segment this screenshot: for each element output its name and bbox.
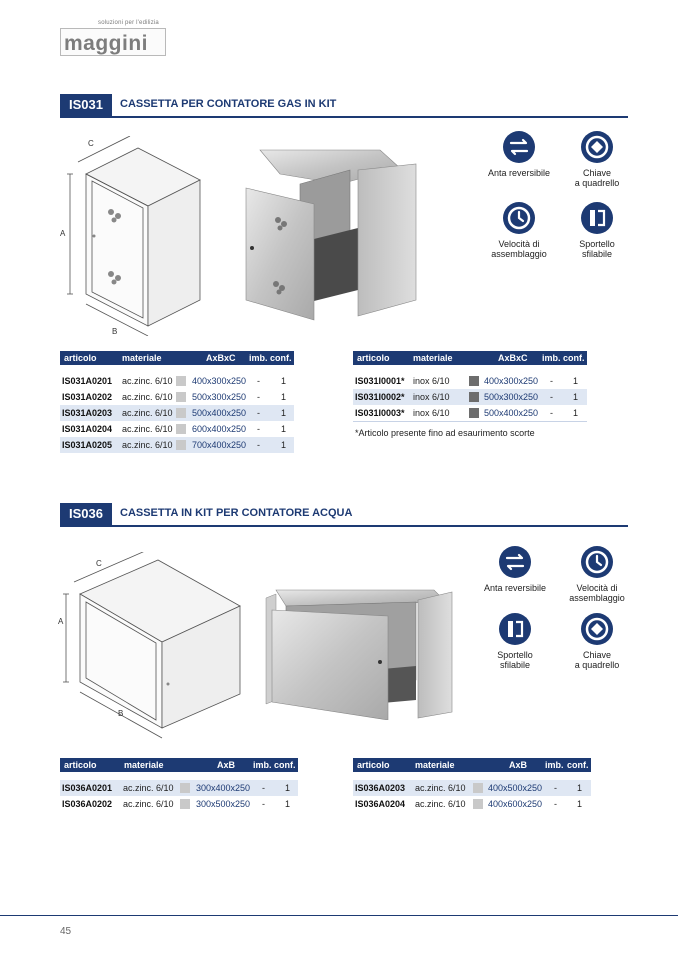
- technical-drawing-is031: [58, 136, 208, 336]
- square-key-icon: [580, 612, 614, 646]
- feature-speed: [552, 545, 642, 603]
- technical-drawing-is036: [58, 552, 248, 742]
- table-header: [60, 758, 298, 772]
- dimension-label-a: A: [60, 229, 66, 238]
- table-row: IS031A0202 ac.zinc. 6/10 500x300x250 - 1: [62, 392, 287, 402]
- section-rule: [60, 116, 628, 118]
- table-row: IS036A0201 ac.zinc. 6/10 300x400x250 - 1: [60, 780, 298, 796]
- col-articolo: articolo: [357, 760, 390, 770]
- section-title: CASSETTA PER CONTATORE GAS IN KIT: [120, 98, 337, 110]
- dimension-label-c: C: [96, 559, 102, 568]
- col-materiale: materiale: [124, 760, 164, 770]
- table-header: [353, 758, 591, 772]
- col-imb: imb.: [253, 760, 272, 770]
- feature-square-key: [552, 612, 642, 670]
- feature-label: Velocità di assemblaggio: [491, 239, 547, 259]
- feature-label: Chiave a quadrello: [574, 168, 620, 188]
- section-header-is031: [60, 94, 628, 116]
- feature-label: Chiave a quadrello: [574, 650, 620, 670]
- speed-clock-icon: [580, 545, 614, 579]
- logo-tagline: soluzioni per l'edilizia: [98, 20, 159, 26]
- material-swatch: [176, 408, 186, 418]
- col-conf: conf.: [270, 353, 292, 363]
- dimension-label-a: A: [58, 617, 64, 626]
- square-key-icon: [580, 130, 614, 164]
- logo-box: [60, 28, 166, 56]
- material-swatch: [469, 408, 479, 418]
- dimension-label-c: C: [88, 139, 94, 148]
- table-row: IS031A0204 ac.zinc. 6/10 600x400x250 - 1: [62, 424, 287, 434]
- material-swatch: [469, 376, 479, 386]
- section-rule: [60, 525, 628, 527]
- col-imb: imb.: [545, 760, 564, 770]
- table-row: IS031I0002* inox 6/10 500x300x250 - 1: [353, 389, 587, 405]
- col-dim: AxB: [217, 760, 236, 770]
- col-conf: conf.: [563, 353, 585, 363]
- maggini-logo: [60, 18, 168, 60]
- col-dim: AxBxC: [206, 353, 236, 363]
- material-swatch: [176, 440, 186, 450]
- table-header: [60, 351, 294, 365]
- material-swatch: [473, 799, 483, 809]
- speed-clock-icon: [502, 201, 536, 235]
- table-row: IS031I0001* inox 6/10 400x300x250 - 1: [355, 376, 579, 386]
- table-divider: [353, 421, 587, 422]
- feature-label: Anta reversibile: [487, 168, 551, 178]
- material-swatch: [176, 424, 186, 434]
- section-code: IS036: [60, 503, 112, 525]
- col-dim: AxB: [509, 760, 528, 770]
- material-swatch: [473, 783, 483, 793]
- section-header-is036: [60, 503, 628, 525]
- product-table-is031-zinc: [60, 351, 294, 453]
- reversible-door-icon: [502, 130, 536, 164]
- page-number: 45: [60, 926, 72, 937]
- section-code: IS031: [60, 94, 112, 116]
- product-table-is036-right: [353, 758, 591, 812]
- feature-label: Sportello sfilabile: [497, 650, 533, 670]
- material-swatch: [180, 783, 190, 793]
- feature-reversible-door: [474, 130, 564, 178]
- feature-label: Sportello sfilabile: [579, 239, 615, 259]
- logo-wordmark: maggini: [64, 32, 149, 55]
- table-row: IS031A0203 ac.zinc. 6/10 500x400x250 - 1: [60, 405, 294, 421]
- col-imb: imb.: [249, 353, 268, 363]
- table-header: [353, 351, 587, 365]
- feature-label: Anta reversibile: [483, 583, 547, 593]
- table-row: IS031A0201 ac.zinc. 6/10 400x300x250 - 1: [62, 376, 287, 386]
- col-materiale: materiale: [122, 353, 162, 363]
- removable-door-icon: [498, 612, 532, 646]
- feature-removable-door: [552, 201, 642, 259]
- product-photo-is031: [240, 140, 420, 322]
- reversible-door-icon: [498, 545, 532, 579]
- table-row: IS031I0003* inox 6/10 500x400x250 - 1: [355, 408, 579, 418]
- product-table-is031-inox: [353, 351, 587, 421]
- col-articolo: articolo: [64, 353, 97, 363]
- dimension-label-b: B: [112, 327, 118, 336]
- col-articolo: articolo: [64, 760, 97, 770]
- material-swatch: [176, 376, 186, 386]
- col-dim: AxBxC: [498, 353, 528, 363]
- dimension-label-b: B: [118, 709, 124, 718]
- removable-door-icon: [580, 201, 614, 235]
- col-materiale: materiale: [413, 353, 453, 363]
- table-row: IS036A0204 ac.zinc. 6/10 400x600x250 - 1: [355, 799, 583, 809]
- material-swatch: [180, 799, 190, 809]
- col-conf: conf.: [567, 760, 589, 770]
- feature-square-key: [552, 130, 642, 188]
- feature-speed: [474, 201, 564, 259]
- material-swatch: [469, 392, 479, 402]
- material-swatch: [176, 392, 186, 402]
- section-title: CASSETTA IN KIT PER CONTATORE ACQUA: [120, 507, 353, 519]
- feature-reversible-door: [470, 545, 560, 593]
- col-conf: conf.: [274, 760, 296, 770]
- footer-rule: [0, 915, 678, 916]
- col-articolo: articolo: [357, 353, 390, 363]
- product-photo-is036: [262, 580, 460, 720]
- col-imb: imb.: [542, 353, 561, 363]
- table-row: IS036A0203 ac.zinc. 6/10 400x500x250 - 1: [353, 780, 591, 796]
- stock-note: *Articolo presente fino ad esaurimento scorte: [355, 428, 535, 438]
- table-row: IS031A0205 ac.zinc. 6/10 700x400x250 - 1: [60, 437, 294, 453]
- col-materiale: materiale: [415, 760, 455, 770]
- feature-removable-door: [470, 612, 560, 670]
- feature-label: Velocità di assemblaggio: [569, 583, 625, 603]
- product-table-is036-left: [60, 758, 298, 812]
- table-row: IS036A0202 ac.zinc. 6/10 300x500x250 - 1: [62, 799, 291, 809]
